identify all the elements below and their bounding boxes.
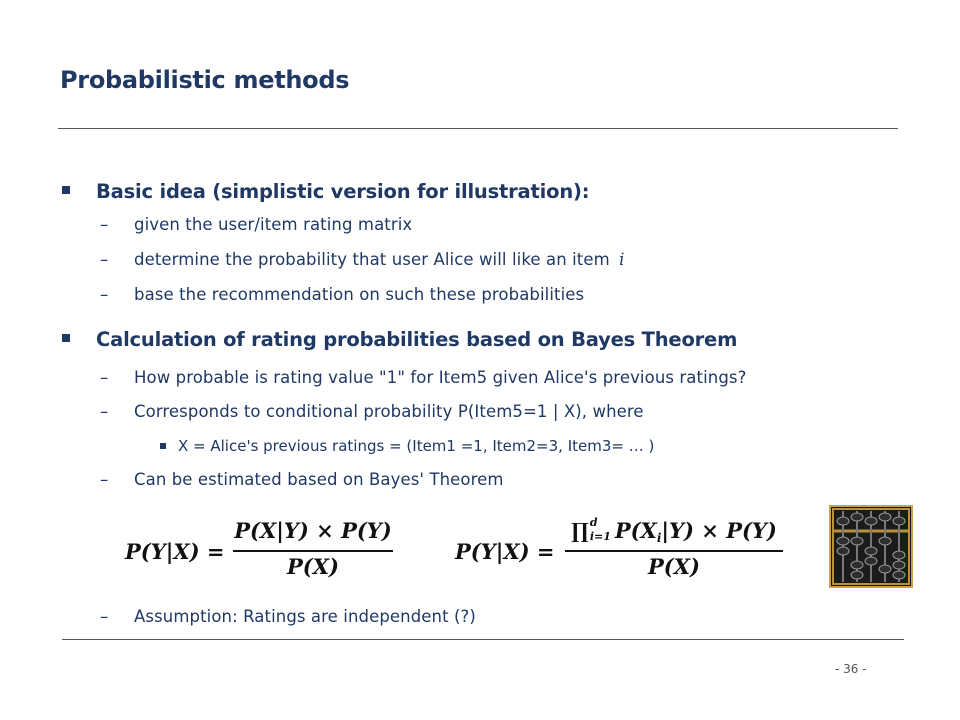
- sub-item-text: How probable is rating value "1" for Item5 given Alice's previous ratings?: [134, 368, 747, 387]
- item-variable: i: [619, 250, 625, 269]
- formula-numerator: P(X|Y) × P(Y): [234, 518, 392, 543]
- title-divider: [58, 128, 898, 129]
- bayes-formula: [125, 518, 425, 590]
- formula-numerator: [565, 518, 783, 545]
- sub-item-text: Can be estimated based on Bayes' Theorem: [134, 470, 504, 489]
- sub-item-text: base the recommendation on such these probabilities: [134, 285, 585, 304]
- sub-sub-item-x: [160, 437, 860, 457]
- dash-marker: –: [100, 470, 109, 489]
- bullet-basic-idea: [62, 180, 862, 206]
- fraction-bar: [233, 550, 393, 552]
- formula-denominator: P(X): [648, 554, 700, 579]
- fraction-bar: [565, 550, 783, 552]
- sub-item-question: [100, 368, 890, 390]
- slide-title: Probabilistic methods: [60, 66, 350, 94]
- sub-item-bayes: [100, 470, 880, 492]
- sub-item-recommendation: [100, 285, 880, 307]
- numerator-sub: i: [656, 531, 662, 545]
- sub-item-text: determine the probability that user Alice will like an item: [134, 250, 610, 269]
- dash-marker: –: [100, 285, 109, 304]
- dash-marker: –: [100, 607, 109, 626]
- product-upper: d: [589, 516, 598, 529]
- product-symbol: ∏: [571, 518, 589, 543]
- bullet-bayes: [62, 328, 862, 354]
- formula-lhs: P(Y|X) =: [455, 539, 555, 564]
- sub-item-text: Assumption: Ratings are independent (?): [134, 607, 476, 626]
- bullet-heading: Basic idea (simplistic version for illustration):: [96, 180, 590, 203]
- dash-marker: –: [100, 215, 109, 234]
- sub-item-matrix: [100, 215, 880, 237]
- sub-item-probability: [100, 250, 880, 272]
- formula-fraction: [565, 518, 783, 590]
- dash-marker: –: [100, 368, 109, 387]
- footer-divider: [62, 639, 904, 640]
- formula-lhs: P(Y|X) =: [125, 539, 225, 564]
- sub-item-text: Corresponds to conditional probability P(Item5=1 | X), where: [134, 402, 644, 421]
- formula-denominator: P(X): [287, 554, 339, 579]
- square-bullet-icon: [62, 334, 70, 342]
- sub-item-conditional: [100, 402, 890, 424]
- naive-bayes-formula: [455, 512, 795, 590]
- sub-item-wrap: [134, 250, 625, 269]
- bullet-heading: Calculation of rating probabilities based on Bayes Theorem: [96, 328, 738, 351]
- numerator-tail: |Y) × P(Y): [661, 518, 777, 543]
- sub-item-assumption: [100, 607, 880, 629]
- dash-marker: –: [100, 402, 109, 421]
- sub-item-text: given the user/item rating matrix: [134, 215, 413, 234]
- page-number: - 36 -: [835, 662, 867, 676]
- sub-sub-item-text: X = Alice's previous ratings = (Item1 =1, Item2=3, Item3= … ): [178, 437, 655, 455]
- square-bullet-icon: [62, 186, 70, 194]
- square-bullet-icon: [160, 443, 166, 449]
- numerator-px: P(X: [614, 518, 657, 543]
- dash-marker: –: [100, 250, 109, 269]
- product-limits: [589, 516, 615, 543]
- abacus-icon: [829, 505, 913, 588]
- abacus-drawing: [831, 507, 911, 586]
- formula-fraction: [233, 518, 393, 590]
- product-lower: i=1: [589, 530, 611, 543]
